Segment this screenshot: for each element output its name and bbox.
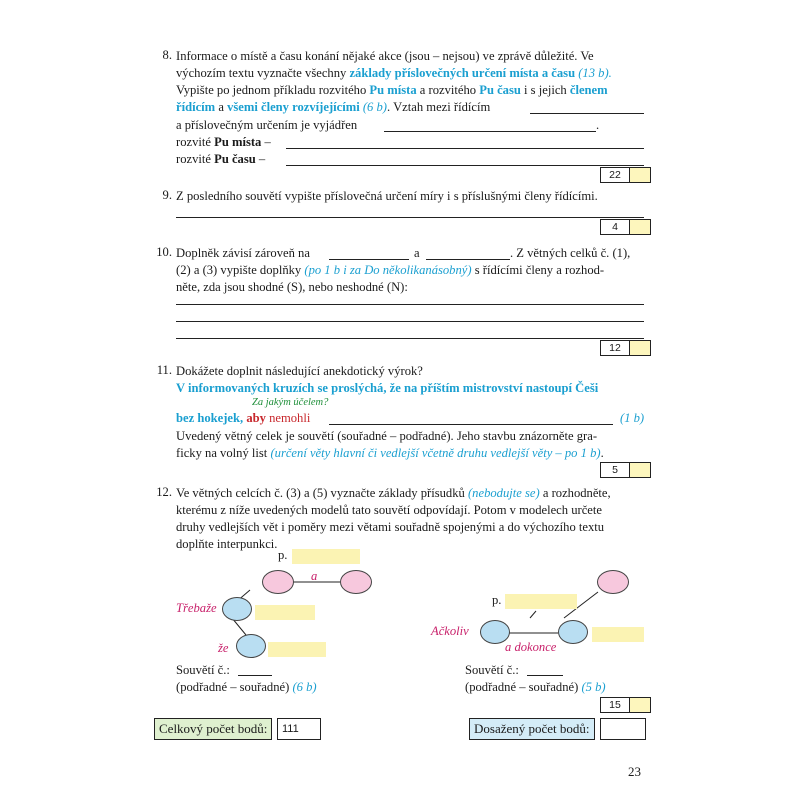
answer-line[interactable] <box>286 148 644 149</box>
achieved-points-input[interactable] <box>600 718 646 740</box>
score-input[interactable] <box>630 220 650 234</box>
question-number: 10. <box>156 245 172 259</box>
clause-node-main <box>340 570 372 594</box>
q11-line5: ficky na volný list (určení věty hlavní či vedlejší včetně druhu vedlejší věty – po 1 b). <box>176 446 604 460</box>
question-number: 8. <box>162 48 172 62</box>
conjunction-a-dokonce: a dokonce <box>505 640 557 654</box>
conjunction-trebaze: Třebaže <box>176 601 217 615</box>
answer-line[interactable] <box>176 217 644 218</box>
q8-line2: výchozím textu vyznačte všechny základy příslovečných určení místa a času (13 b). <box>176 66 612 80</box>
score-input[interactable] <box>630 463 650 477</box>
total-points-label: Celkový počet bodů: <box>154 718 272 740</box>
q12-line4: doplňte interpunkci. <box>176 537 278 551</box>
answer-line[interactable] <box>286 165 644 166</box>
score-box: 15 <box>600 697 651 713</box>
answer-box[interactable] <box>268 642 326 657</box>
souveti-label: Souvětí č.: <box>176 663 230 677</box>
q10-line2: (2) a (3) vypište doplňky (po 1 b i za Do několikanásobný) s řídícími členy a rozhod- <box>176 263 605 277</box>
q9-line1: Z posledního souvětí vypište příslovečná určení míry i s příslušnými členy řídícími. <box>176 189 598 203</box>
q8-line5: a příslovečným určením je vyjádřen <box>176 118 358 132</box>
answer-box[interactable] <box>505 594 577 609</box>
q11-line3: bez hokejek, aby nemohli <box>176 411 311 425</box>
answer-line[interactable] <box>329 424 613 425</box>
clause-node-subordinate <box>558 620 588 644</box>
conjunction-a: a <box>311 569 318 583</box>
answer-box[interactable] <box>592 627 644 642</box>
score-input[interactable] <box>630 341 650 355</box>
answer-line[interactable] <box>176 304 644 305</box>
score-box: 5 <box>600 462 651 478</box>
answer-line[interactable] <box>329 259 409 260</box>
clause-node-subordinate <box>236 634 266 658</box>
answer-line[interactable] <box>530 113 644 114</box>
clause-node-subordinate <box>222 597 252 621</box>
answer-line[interactable] <box>176 321 644 322</box>
q8-line3: Vypište po jednom příkladu rozvitého Pu místa a rozvitého Pu času i s jejich členem <box>176 83 608 97</box>
q11-hint: Za jakým účelem? <box>252 397 329 408</box>
souveti-label: Souvětí č.: <box>465 663 519 677</box>
clause-node-main <box>597 570 629 594</box>
page-number: 23 <box>628 764 641 779</box>
q11-quote: V informovaných kruzích se proslýchá, že na příštím mistrovství nastoupí Češi <box>176 381 599 395</box>
question-number: 11. <box>156 363 172 377</box>
label-p: p. <box>492 593 502 607</box>
q12-line2: kterému z níže uvedených modelů tato souvětí odpovídají. Potom v modelech určete <box>176 503 602 517</box>
kind-label: (podřadné – souřadné) (6 b) <box>176 680 317 694</box>
achieved-points-label: Dosažený počet bodů: <box>469 718 595 740</box>
answer-box[interactable] <box>255 605 315 620</box>
score-box: 4 <box>600 219 651 235</box>
answer-box[interactable] <box>292 549 360 564</box>
question-number: 12. <box>156 485 172 499</box>
answer-line[interactable] <box>176 338 644 339</box>
q8-line4: řídícím a všemi členy rozvíjejícími (6 b). Vztah mezi řídícím <box>176 100 491 114</box>
answer-line[interactable] <box>238 675 272 676</box>
q8-line7: rozvité Pu času – <box>176 152 266 166</box>
label-p: p. <box>278 548 288 562</box>
q10-line3: něte, zda jsou shodné (S), nebo neshodné (N): <box>176 280 408 294</box>
score-input[interactable] <box>630 168 650 182</box>
score-box: 12 <box>600 340 651 356</box>
q11-line1: Dokážete doplnit následující anekdotický výrok? <box>176 364 423 378</box>
q8-line6: rozvité Pu místa – <box>176 135 271 149</box>
kind-label: (podřadné – souřadné) (5 b) <box>465 680 606 694</box>
q10-line1a: Doplněk závisí zároveň na <box>176 246 310 260</box>
question-number: 9. <box>162 188 172 202</box>
score-box: 22 <box>600 167 651 183</box>
answer-line[interactable] <box>527 675 563 676</box>
conjunction-ze: že <box>218 641 229 655</box>
q8-line1: Informace o místě a času konání nějaké akce (jsou – nejsou) ve zprávě důležité. Ve <box>176 49 594 63</box>
q12-line1: Ve větných celcích č. (3) a (5) vyznačte základy přísudků (nebodujte se) a rozhodněte, <box>176 486 611 500</box>
total-points-value: 111 <box>277 718 321 740</box>
score-input[interactable] <box>630 698 650 712</box>
conjunction-ackoliv: Ačkoliv <box>431 624 469 638</box>
q11-line4: Uvedený větný celek je souvětí (souřadné – podřadné). Jeho stavbu znázorněte gra- <box>176 429 598 443</box>
clause-node-main <box>262 570 294 594</box>
q12-line3: druhy vedlejších vět i poměry mezi větami souřadně spojenými a do výchozího textu <box>176 520 605 534</box>
answer-line[interactable] <box>384 131 596 132</box>
answer-line[interactable] <box>426 259 510 260</box>
